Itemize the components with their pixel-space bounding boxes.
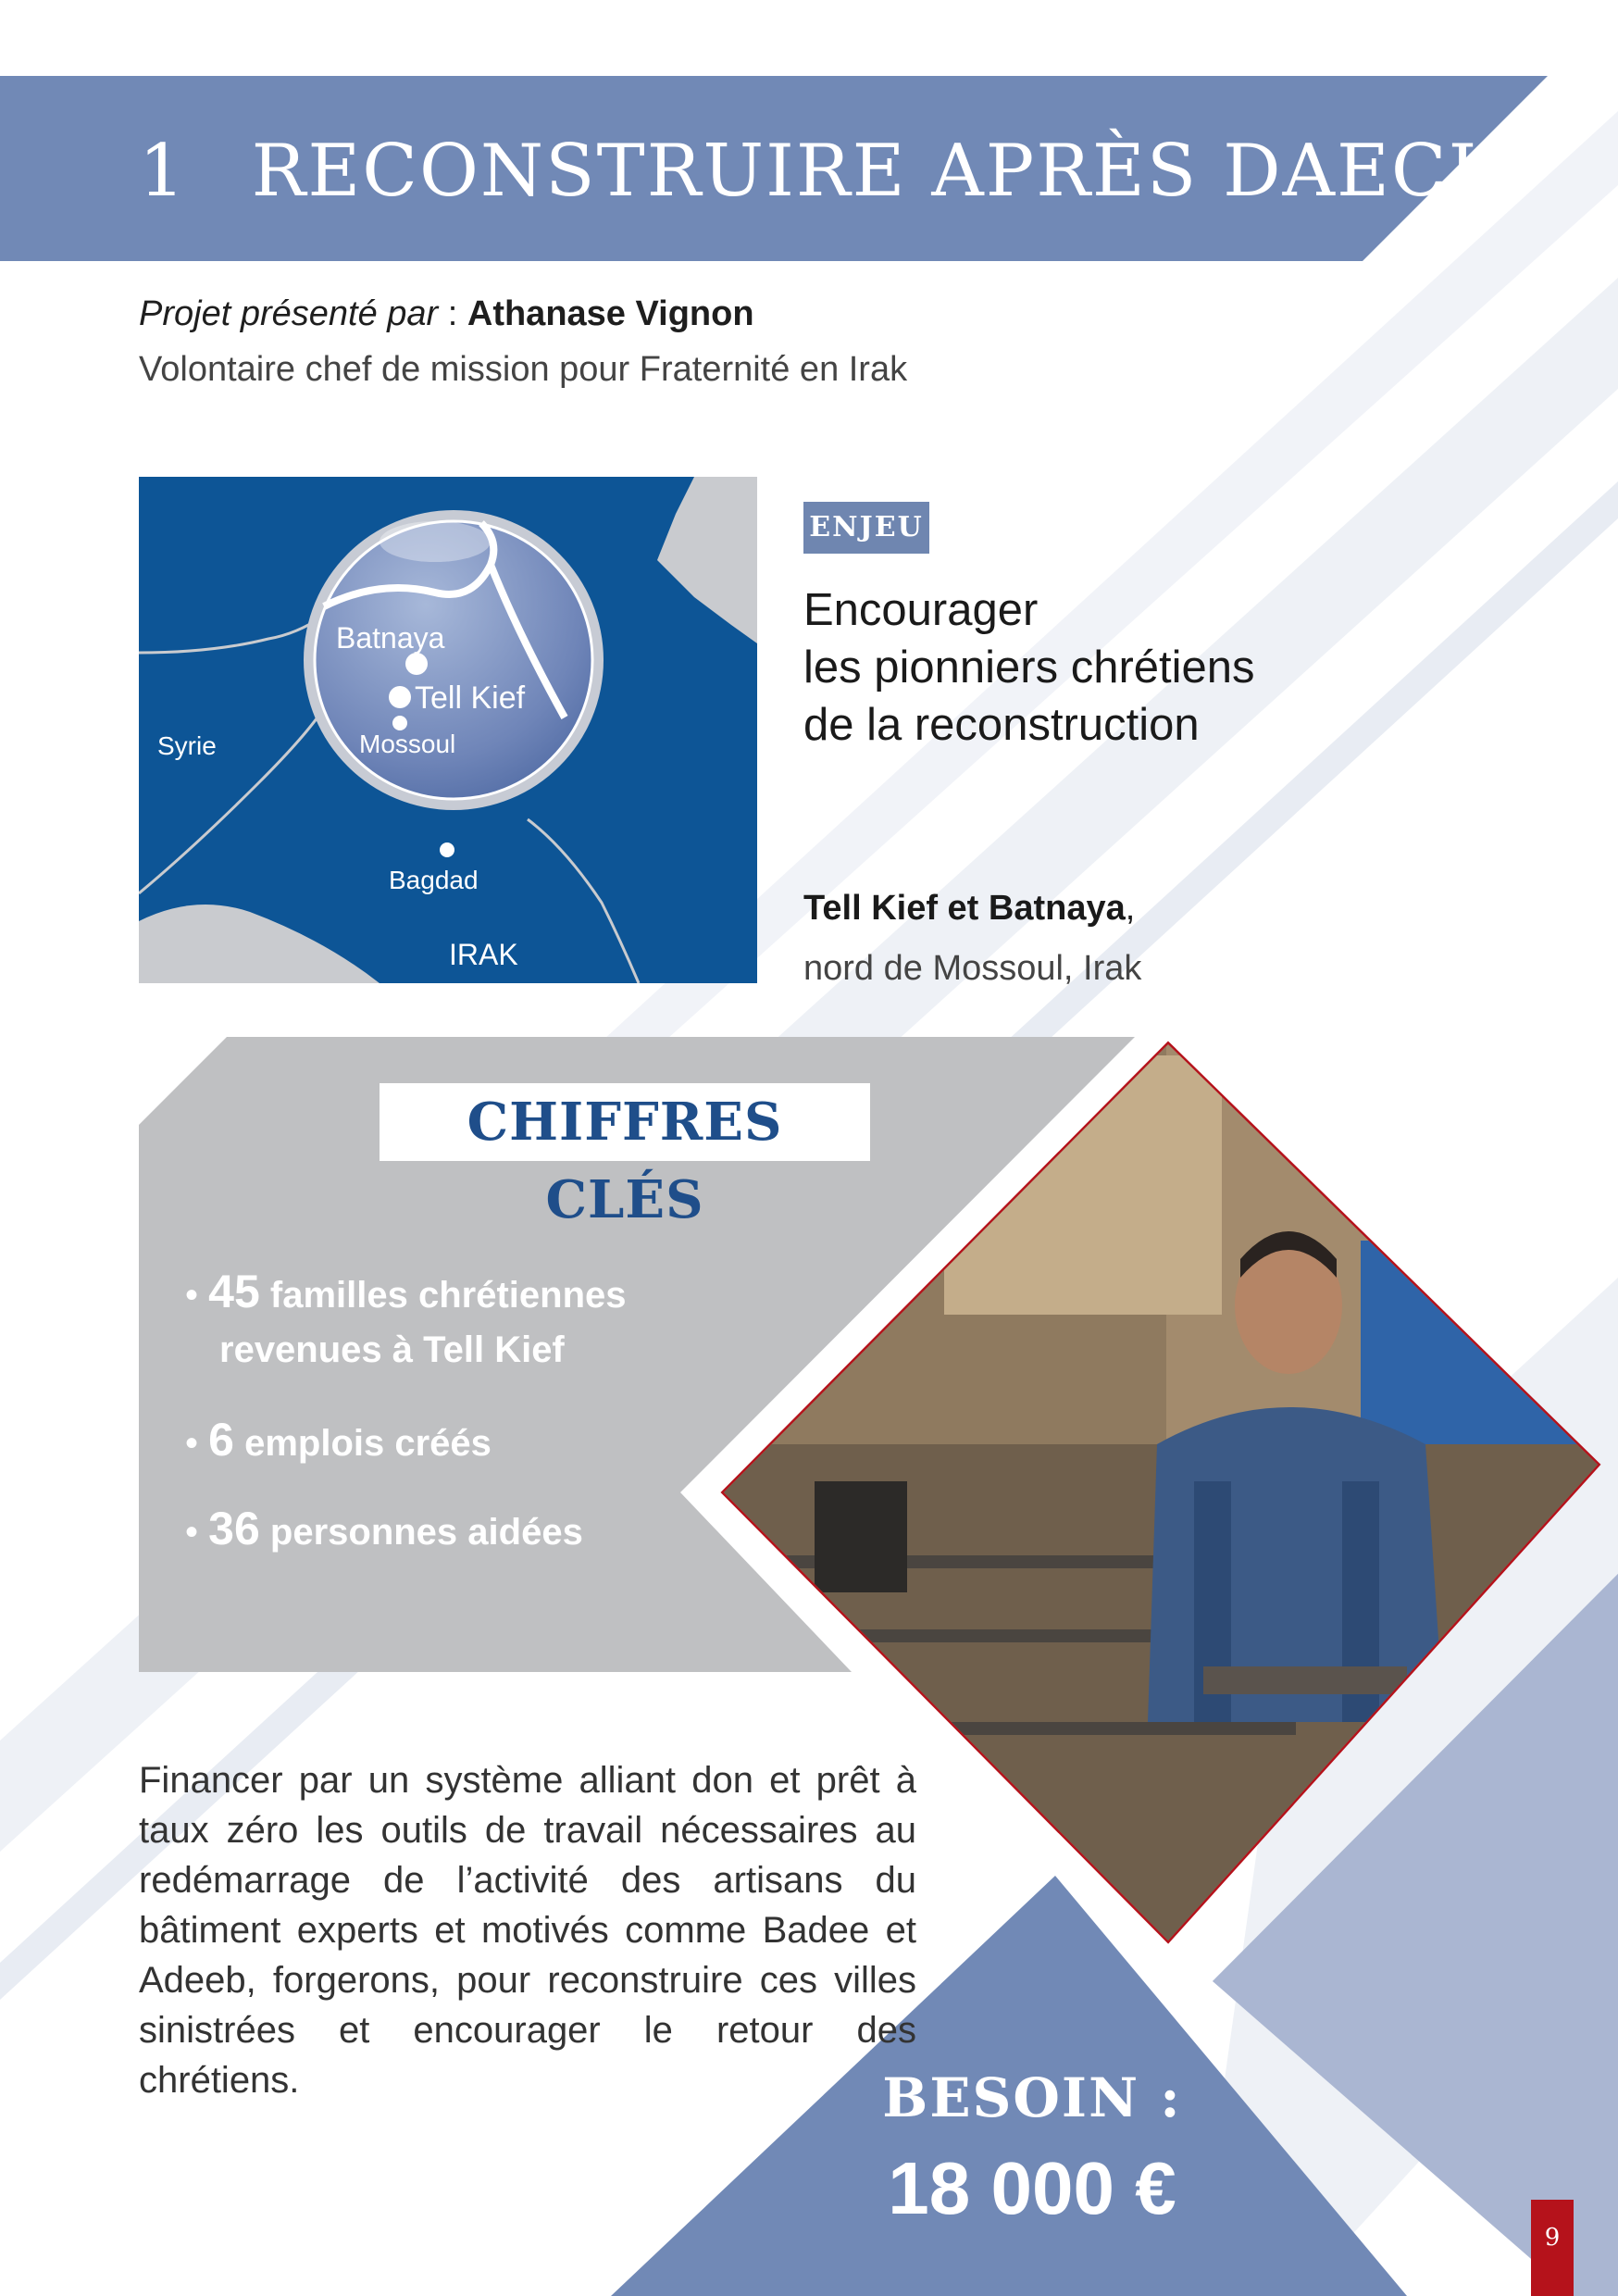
figure-number: 6 (208, 1414, 234, 1466)
location-comma: , (1125, 889, 1136, 928)
key-figure-item (185, 1265, 627, 1318)
project-location (803, 889, 1135, 929)
presenter-prefix: Projet présenté par (139, 294, 439, 333)
page-number: 9 (1531, 2200, 1574, 2296)
map-label-batnaya: Batnaya (336, 621, 445, 655)
page-title (139, 130, 1513, 213)
bullet: • (185, 1423, 199, 1464)
batnaya-dot (405, 653, 428, 675)
presenter-role: Volontaire chef de mission pour Fraternité en Irak (139, 350, 908, 389)
figure-number: 36 (208, 1503, 260, 1554)
key-figure-item-cont (219, 1329, 565, 1371)
figure-text: emplois créés (244, 1423, 492, 1464)
enjeu-badge: ENJEU (803, 502, 929, 554)
map-label-irak: IRAK (449, 938, 518, 971)
bullet: • (185, 1275, 199, 1316)
mossoul-dot (392, 716, 407, 730)
figure-number: 45 (208, 1266, 260, 1317)
presenter-line (139, 294, 754, 334)
section-number: 1 (139, 130, 187, 213)
key-figure-item (185, 1502, 583, 1555)
headline-line: Encourager (803, 585, 1039, 635)
map-label-mossoul: Mossoul (359, 730, 456, 758)
location-name: Tell Kief et Batnaya (803, 889, 1126, 928)
location-detail: nord de Mossoul, Irak (803, 949, 1142, 988)
presenter-name: Athanase Vignon (467, 294, 754, 333)
besoin-amount: 18 000 € (888, 2147, 1176, 2229)
section-title: RECONSTRUIRE APRÈS DAECH (251, 130, 1513, 213)
bagdad-dot (440, 842, 454, 857)
presenter-sep: : (438, 294, 467, 333)
key-figure-item (185, 1413, 492, 1466)
enjeu-headline (803, 581, 1255, 754)
headline-line: les pionniers chrétiens (803, 643, 1255, 693)
headline-line: de la reconstruction (803, 700, 1200, 750)
bullet: • (185, 1512, 199, 1553)
project-description: Financer par un système alliant don et prêt à taux zéro les outils de travail nécessaires au redémarrage de l’activité des artisans du bâtiment experts et motivés comme Badee et Adeeb, forgerons, pour reconstruire ces villes sinistrées et encourager le retour des chrétiens. (139, 1760, 916, 2101)
figure-text: personnes aidées (269, 1512, 583, 1553)
besoin-label: BESOIN : (882, 2066, 1182, 2129)
figure-text: familles chrétiennes (269, 1275, 627, 1316)
tell-kief-dot (389, 686, 411, 708)
figure-text: revenues à Tell Kief (219, 1329, 565, 1370)
map-label-tell-kief: Tell Kief (415, 680, 526, 716)
map-label-bagdad: Bagdad (389, 866, 479, 894)
map-label-syrie: Syrie (157, 731, 217, 760)
chiffres-title: CHIFFRES CLÉS (467, 1092, 783, 1230)
location-map (139, 477, 757, 983)
